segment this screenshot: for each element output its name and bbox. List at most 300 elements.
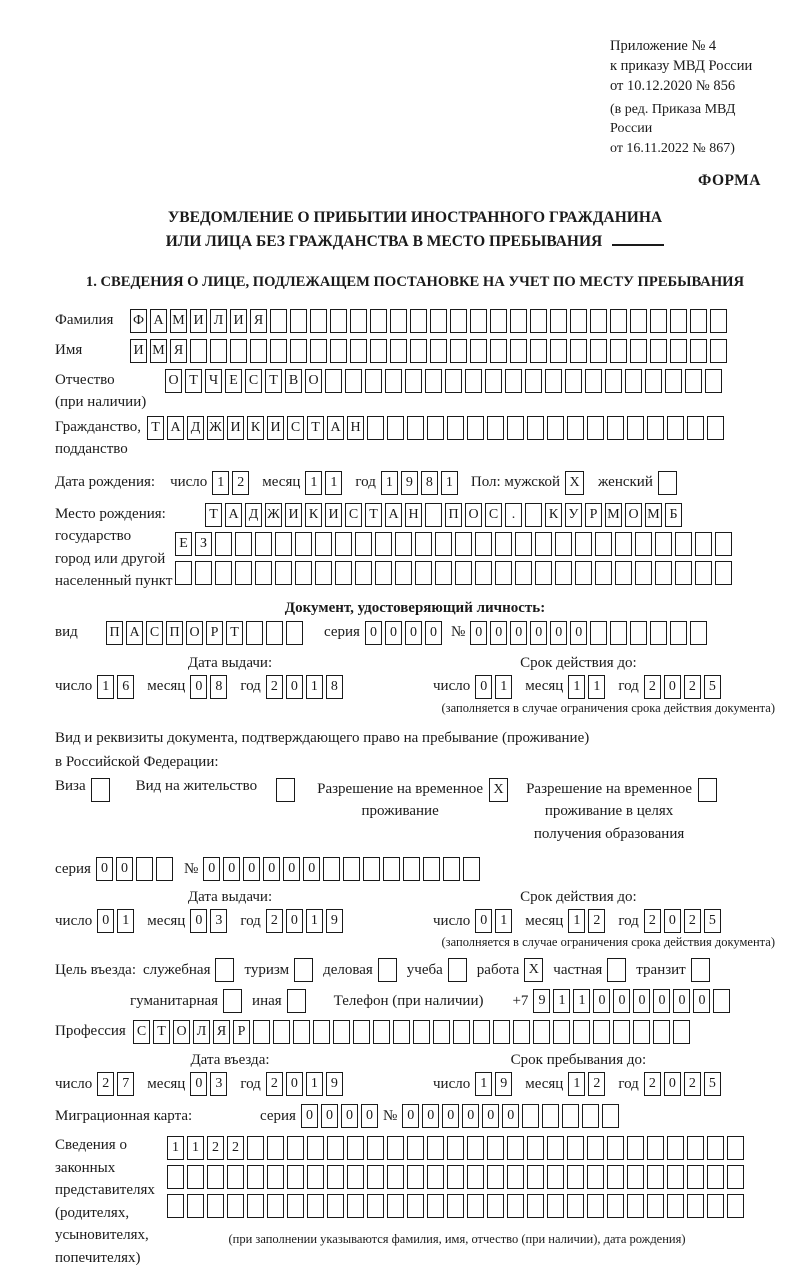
purpose-gumanitarnaya-checkbox[interactable] (223, 989, 242, 1013)
char-box[interactable]: Ж (207, 416, 224, 440)
char-box[interactable] (246, 621, 263, 645)
char-box[interactable] (527, 1165, 544, 1189)
char-box[interactable] (607, 416, 624, 440)
sex-female-checkbox[interactable] (658, 471, 677, 495)
char-box[interactable]: А (327, 416, 344, 440)
char-box[interactable]: 9 (326, 909, 343, 933)
char-box[interactable]: В (285, 369, 302, 393)
char-box[interactable]: Н (347, 416, 364, 440)
char-box[interactable] (655, 532, 672, 556)
char-box[interactable] (550, 339, 567, 363)
char-box[interactable]: 0 (490, 621, 507, 645)
char-box[interactable]: Е (225, 369, 242, 393)
char-box[interactable] (690, 339, 707, 363)
char-box[interactable]: Р (585, 503, 602, 527)
char-box[interactable]: 1 (306, 909, 323, 933)
char-box[interactable] (515, 561, 532, 585)
char-box[interactable] (473, 1020, 490, 1044)
char-box[interactable] (607, 1136, 624, 1160)
char-box[interactable]: 1 (573, 989, 590, 1013)
char-box[interactable] (427, 1136, 444, 1160)
char-box[interactable]: Ф (130, 309, 147, 333)
char-box[interactable]: 1 (568, 1072, 585, 1096)
char-box[interactable] (310, 309, 327, 333)
char-box[interactable]: 0 (97, 909, 114, 933)
char-box[interactable] (363, 857, 380, 881)
char-box[interactable]: О (625, 503, 642, 527)
char-box[interactable] (567, 1165, 584, 1189)
char-box[interactable]: О (165, 369, 182, 393)
char-box[interactable]: Л (210, 309, 227, 333)
char-box[interactable] (175, 561, 192, 585)
char-box[interactable] (427, 416, 444, 440)
char-box[interactable] (235, 532, 252, 556)
char-box[interactable] (385, 369, 402, 393)
char-box[interactable] (547, 1165, 564, 1189)
char-box[interactable] (323, 857, 340, 881)
char-box[interactable] (447, 1194, 464, 1218)
char-box[interactable] (582, 1104, 599, 1128)
char-box[interactable] (353, 1020, 370, 1044)
char-box[interactable] (286, 621, 303, 645)
char-box[interactable] (507, 1136, 524, 1160)
char-box[interactable] (475, 561, 492, 585)
char-box[interactable] (387, 416, 404, 440)
char-box[interactable] (647, 1136, 664, 1160)
char-box[interactable]: Т (365, 503, 382, 527)
char-box[interactable] (387, 1136, 404, 1160)
char-box[interactable]: О (186, 621, 203, 645)
char-box[interactable] (413, 1020, 430, 1044)
char-box[interactable]: С (345, 503, 362, 527)
char-box[interactable]: 0 (402, 1104, 419, 1128)
char-box[interactable] (465, 369, 482, 393)
char-box[interactable]: 2 (644, 909, 661, 933)
char-box[interactable] (647, 416, 664, 440)
char-box[interactable] (490, 339, 507, 363)
char-box[interactable] (370, 309, 387, 333)
char-box[interactable] (570, 339, 587, 363)
char-box[interactable] (505, 369, 522, 393)
char-box[interactable] (565, 369, 582, 393)
char-box[interactable] (405, 369, 422, 393)
char-box[interactable] (327, 1194, 344, 1218)
char-box[interactable] (695, 561, 712, 585)
char-box[interactable] (710, 309, 727, 333)
char-box[interactable]: 5 (704, 1072, 721, 1096)
char-box[interactable] (333, 1020, 350, 1044)
char-box[interactable] (675, 532, 692, 556)
char-box[interactable]: О (305, 369, 322, 393)
char-box[interactable] (325, 369, 342, 393)
char-box[interactable] (210, 339, 227, 363)
char-box[interactable] (507, 416, 524, 440)
char-box[interactable] (215, 532, 232, 556)
char-box[interactable] (535, 532, 552, 556)
char-box[interactable]: К (305, 503, 322, 527)
char-box[interactable]: 1 (568, 675, 585, 699)
char-box[interactable] (513, 1020, 530, 1044)
char-box[interactable]: А (150, 309, 167, 333)
char-box[interactable] (527, 1194, 544, 1218)
char-box[interactable] (347, 1194, 364, 1218)
char-box[interactable]: Л (193, 1020, 210, 1044)
purpose-rabota-checkbox[interactable]: X (524, 958, 543, 982)
char-box[interactable]: 0 (116, 857, 133, 881)
char-box[interactable] (542, 1104, 559, 1128)
char-box[interactable]: К (545, 503, 562, 527)
char-box[interactable] (707, 416, 724, 440)
char-box[interactable] (575, 561, 592, 585)
char-box[interactable] (367, 1194, 384, 1218)
purpose-chastnaya-checkbox[interactable] (607, 958, 626, 982)
char-box[interactable] (367, 1165, 384, 1189)
char-box[interactable] (507, 1194, 524, 1218)
char-box[interactable] (445, 369, 462, 393)
char-box[interactable] (487, 1194, 504, 1218)
char-box[interactable] (685, 369, 702, 393)
char-box[interactable]: 0 (286, 1072, 303, 1096)
char-box[interactable] (310, 339, 327, 363)
char-box[interactable] (387, 1194, 404, 1218)
char-box[interactable] (495, 532, 512, 556)
char-box[interactable] (627, 1194, 644, 1218)
char-box[interactable] (627, 1136, 644, 1160)
char-box[interactable] (610, 309, 627, 333)
char-box[interactable] (370, 339, 387, 363)
char-box[interactable] (227, 1194, 244, 1218)
char-box[interactable] (430, 309, 447, 333)
char-box[interactable] (547, 1194, 564, 1218)
char-box[interactable] (590, 621, 607, 645)
char-box[interactable]: 1 (381, 471, 398, 495)
char-box[interactable]: С (133, 1020, 150, 1044)
char-box[interactable]: А (126, 621, 143, 645)
char-box[interactable]: П (445, 503, 462, 527)
char-box[interactable]: Р (233, 1020, 250, 1044)
vnzh-checkbox[interactable] (276, 778, 295, 802)
char-box[interactable]: А (167, 416, 184, 440)
char-box[interactable]: 0 (365, 621, 382, 645)
char-box[interactable]: 1 (553, 989, 570, 1013)
char-box[interactable]: Т (226, 621, 243, 645)
char-box[interactable]: 0 (482, 1104, 499, 1128)
char-box[interactable] (467, 1136, 484, 1160)
char-box[interactable]: 0 (653, 989, 670, 1013)
char-box[interactable] (487, 1165, 504, 1189)
char-box[interactable]: 3 (210, 1072, 227, 1096)
char-box[interactable] (567, 1194, 584, 1218)
char-box[interactable] (627, 416, 644, 440)
char-box[interactable] (190, 339, 207, 363)
char-box[interactable] (387, 1165, 404, 1189)
char-box[interactable] (330, 339, 347, 363)
char-box[interactable]: 0 (510, 621, 527, 645)
char-box[interactable] (287, 1194, 304, 1218)
char-box[interactable]: 0 (243, 857, 260, 881)
char-box[interactable] (267, 1194, 284, 1218)
char-box[interactable]: 2 (266, 1072, 283, 1096)
char-box[interactable] (715, 532, 732, 556)
char-box[interactable] (650, 309, 667, 333)
char-box[interactable]: 0 (425, 621, 442, 645)
char-box[interactable] (650, 339, 667, 363)
char-box[interactable]: З (195, 532, 212, 556)
char-box[interactable]: 1 (325, 471, 342, 495)
char-box[interactable] (625, 369, 642, 393)
char-box[interactable]: 0 (190, 909, 207, 933)
char-box[interactable]: О (465, 503, 482, 527)
purpose-turizm-checkbox[interactable] (294, 958, 313, 982)
char-box[interactable] (307, 1136, 324, 1160)
char-box[interactable] (390, 309, 407, 333)
char-box[interactable] (667, 416, 684, 440)
char-box[interactable]: 1 (306, 675, 323, 699)
char-box[interactable] (555, 532, 572, 556)
char-box[interactable] (487, 1136, 504, 1160)
char-box[interactable]: Б (665, 503, 682, 527)
char-box[interactable]: 1 (167, 1136, 184, 1160)
char-box[interactable]: 1 (306, 1072, 323, 1096)
char-box[interactable] (275, 561, 292, 585)
char-box[interactable]: И (267, 416, 284, 440)
char-box[interactable]: 2 (684, 675, 701, 699)
char-box[interactable] (527, 1136, 544, 1160)
char-box[interactable]: Т (307, 416, 324, 440)
char-box[interactable]: 1 (117, 909, 134, 933)
char-box[interactable]: 0 (361, 1104, 378, 1128)
purpose-sluzhebnaya-checkbox[interactable] (215, 958, 234, 982)
char-box[interactable] (727, 1136, 744, 1160)
char-box[interactable] (335, 532, 352, 556)
char-box[interactable]: 0 (693, 989, 710, 1013)
char-box[interactable] (315, 561, 332, 585)
char-box[interactable] (295, 532, 312, 556)
char-box[interactable] (455, 532, 472, 556)
char-box[interactable]: Т (185, 369, 202, 393)
char-box[interactable] (375, 532, 392, 556)
char-box[interactable] (587, 1136, 604, 1160)
char-box[interactable] (630, 621, 647, 645)
char-box[interactable] (630, 339, 647, 363)
char-box[interactable] (630, 309, 647, 333)
char-box[interactable] (293, 1020, 310, 1044)
purpose-ucheba-checkbox[interactable] (448, 958, 467, 982)
char-box[interactable] (515, 532, 532, 556)
char-box[interactable] (530, 339, 547, 363)
char-box[interactable]: 0 (422, 1104, 439, 1128)
char-box[interactable]: Я (250, 309, 267, 333)
char-box[interactable]: А (385, 503, 402, 527)
char-box[interactable]: Т (153, 1020, 170, 1044)
char-box[interactable] (667, 1165, 684, 1189)
char-box[interactable] (587, 1194, 604, 1218)
char-box[interactable] (295, 561, 312, 585)
rvp-checkbox[interactable]: X (489, 778, 508, 802)
char-box[interactable] (645, 369, 662, 393)
char-box[interactable]: 0 (475, 675, 492, 699)
char-box[interactable]: А (225, 503, 242, 527)
char-box[interactable] (453, 1020, 470, 1044)
char-box[interactable] (633, 1020, 650, 1044)
char-box[interactable]: 2 (684, 909, 701, 933)
char-box[interactable] (510, 339, 527, 363)
char-box[interactable] (705, 369, 722, 393)
char-box[interactable] (435, 561, 452, 585)
char-box[interactable]: Я (170, 339, 187, 363)
char-box[interactable] (627, 1165, 644, 1189)
char-box[interactable]: 0 (613, 989, 630, 1013)
char-box[interactable] (615, 561, 632, 585)
char-box[interactable] (593, 1020, 610, 1044)
char-box[interactable] (667, 1194, 684, 1218)
char-box[interactable] (247, 1165, 264, 1189)
char-box[interactable] (470, 309, 487, 333)
char-box[interactable] (253, 1020, 270, 1044)
char-box[interactable]: 2 (644, 675, 661, 699)
char-box[interactable]: У (565, 503, 582, 527)
char-box[interactable] (415, 561, 432, 585)
char-box[interactable] (575, 532, 592, 556)
char-box[interactable] (287, 1165, 304, 1189)
purpose-delovaya-checkbox[interactable] (378, 958, 397, 982)
char-box[interactable] (727, 1194, 744, 1218)
char-box[interactable]: С (245, 369, 262, 393)
char-box[interactable] (195, 561, 212, 585)
char-box[interactable]: Ч (205, 369, 222, 393)
char-box[interactable] (707, 1194, 724, 1218)
char-box[interactable]: Т (205, 503, 222, 527)
char-box[interactable]: П (166, 621, 183, 645)
char-box[interactable] (443, 857, 460, 881)
char-box[interactable] (687, 1136, 704, 1160)
char-box[interactable] (635, 561, 652, 585)
rvp-edu-checkbox[interactable] (698, 778, 717, 802)
char-box[interactable]: 0 (286, 909, 303, 933)
char-box[interactable] (467, 1165, 484, 1189)
char-box[interactable]: 0 (385, 621, 402, 645)
sex-male-checkbox[interactable]: X (565, 471, 584, 495)
char-box[interactable] (247, 1136, 264, 1160)
char-box[interactable] (136, 857, 153, 881)
char-box[interactable]: 0 (664, 675, 681, 699)
char-box[interactable] (610, 621, 627, 645)
char-box[interactable] (450, 339, 467, 363)
char-box[interactable]: 2 (266, 909, 283, 933)
char-box[interactable] (447, 416, 464, 440)
char-box[interactable]: 0 (530, 621, 547, 645)
char-box[interactable]: И (130, 339, 147, 363)
char-box[interactable] (390, 339, 407, 363)
char-box[interactable] (547, 416, 564, 440)
char-box[interactable] (433, 1020, 450, 1044)
char-box[interactable] (613, 1020, 630, 1044)
char-box[interactable] (507, 1165, 524, 1189)
char-box[interactable] (373, 1020, 390, 1044)
char-box[interactable] (490, 309, 507, 333)
char-box[interactable]: 2 (227, 1136, 244, 1160)
char-box[interactable] (727, 1165, 744, 1189)
char-box[interactable]: 7 (117, 1072, 134, 1096)
char-box[interactable]: 8 (210, 675, 227, 699)
char-box[interactable] (423, 857, 440, 881)
char-box[interactable] (585, 369, 602, 393)
char-box[interactable]: 9 (533, 989, 550, 1013)
purpose-inaya-checkbox[interactable] (287, 989, 306, 1013)
char-box[interactable] (415, 532, 432, 556)
char-box[interactable] (273, 1020, 290, 1044)
char-box[interactable] (522, 1104, 539, 1128)
char-box[interactable]: 0 (442, 1104, 459, 1128)
char-box[interactable]: 1 (212, 471, 229, 495)
char-box[interactable] (525, 369, 542, 393)
char-box[interactable] (255, 532, 272, 556)
char-box[interactable] (535, 561, 552, 585)
char-box[interactable] (687, 1194, 704, 1218)
char-box[interactable] (330, 309, 347, 333)
char-box[interactable] (307, 1165, 324, 1189)
char-box[interactable] (713, 989, 730, 1013)
char-box[interactable] (573, 1020, 590, 1044)
char-box[interactable]: 0 (673, 989, 690, 1013)
char-box[interactable]: 3 (210, 909, 227, 933)
char-box[interactable] (463, 857, 480, 881)
char-box[interactable] (570, 309, 587, 333)
char-box[interactable]: 2 (588, 909, 605, 933)
char-box[interactable]: 0 (502, 1104, 519, 1128)
char-box[interactable]: 0 (96, 857, 113, 881)
char-box[interactable] (450, 309, 467, 333)
char-box[interactable]: Т (265, 369, 282, 393)
char-box[interactable]: 0 (470, 621, 487, 645)
char-box[interactable] (407, 1136, 424, 1160)
char-box[interactable]: 1 (588, 675, 605, 699)
char-box[interactable]: 0 (203, 857, 220, 881)
char-box[interactable]: 2 (644, 1072, 661, 1096)
char-box[interactable] (595, 532, 612, 556)
char-box[interactable]: М (645, 503, 662, 527)
char-box[interactable]: С (146, 621, 163, 645)
char-box[interactable] (247, 1194, 264, 1218)
char-box[interactable]: 2 (588, 1072, 605, 1096)
char-box[interactable] (607, 1165, 624, 1189)
char-box[interactable] (207, 1165, 224, 1189)
char-box[interactable] (673, 1020, 690, 1044)
char-box[interactable]: 5 (704, 675, 721, 699)
char-box[interactable]: 1 (568, 909, 585, 933)
char-box[interactable] (355, 561, 372, 585)
char-box[interactable] (235, 561, 252, 585)
char-box[interactable] (467, 1194, 484, 1218)
char-box[interactable] (553, 1020, 570, 1044)
char-box[interactable] (427, 1194, 444, 1218)
char-box[interactable]: 0 (593, 989, 610, 1013)
char-box[interactable]: 9 (326, 1072, 343, 1096)
char-box[interactable]: 0 (475, 909, 492, 933)
char-box[interactable] (695, 532, 712, 556)
char-box[interactable] (407, 1194, 424, 1218)
char-box[interactable]: Т (147, 416, 164, 440)
char-box[interactable] (367, 416, 384, 440)
char-box[interactable] (647, 1165, 664, 1189)
char-box[interactable] (670, 309, 687, 333)
char-box[interactable] (533, 1020, 550, 1044)
char-box[interactable]: 9 (495, 1072, 512, 1096)
char-box[interactable] (715, 561, 732, 585)
char-box[interactable] (550, 309, 567, 333)
char-box[interactable] (555, 561, 572, 585)
char-box[interactable] (227, 1165, 244, 1189)
